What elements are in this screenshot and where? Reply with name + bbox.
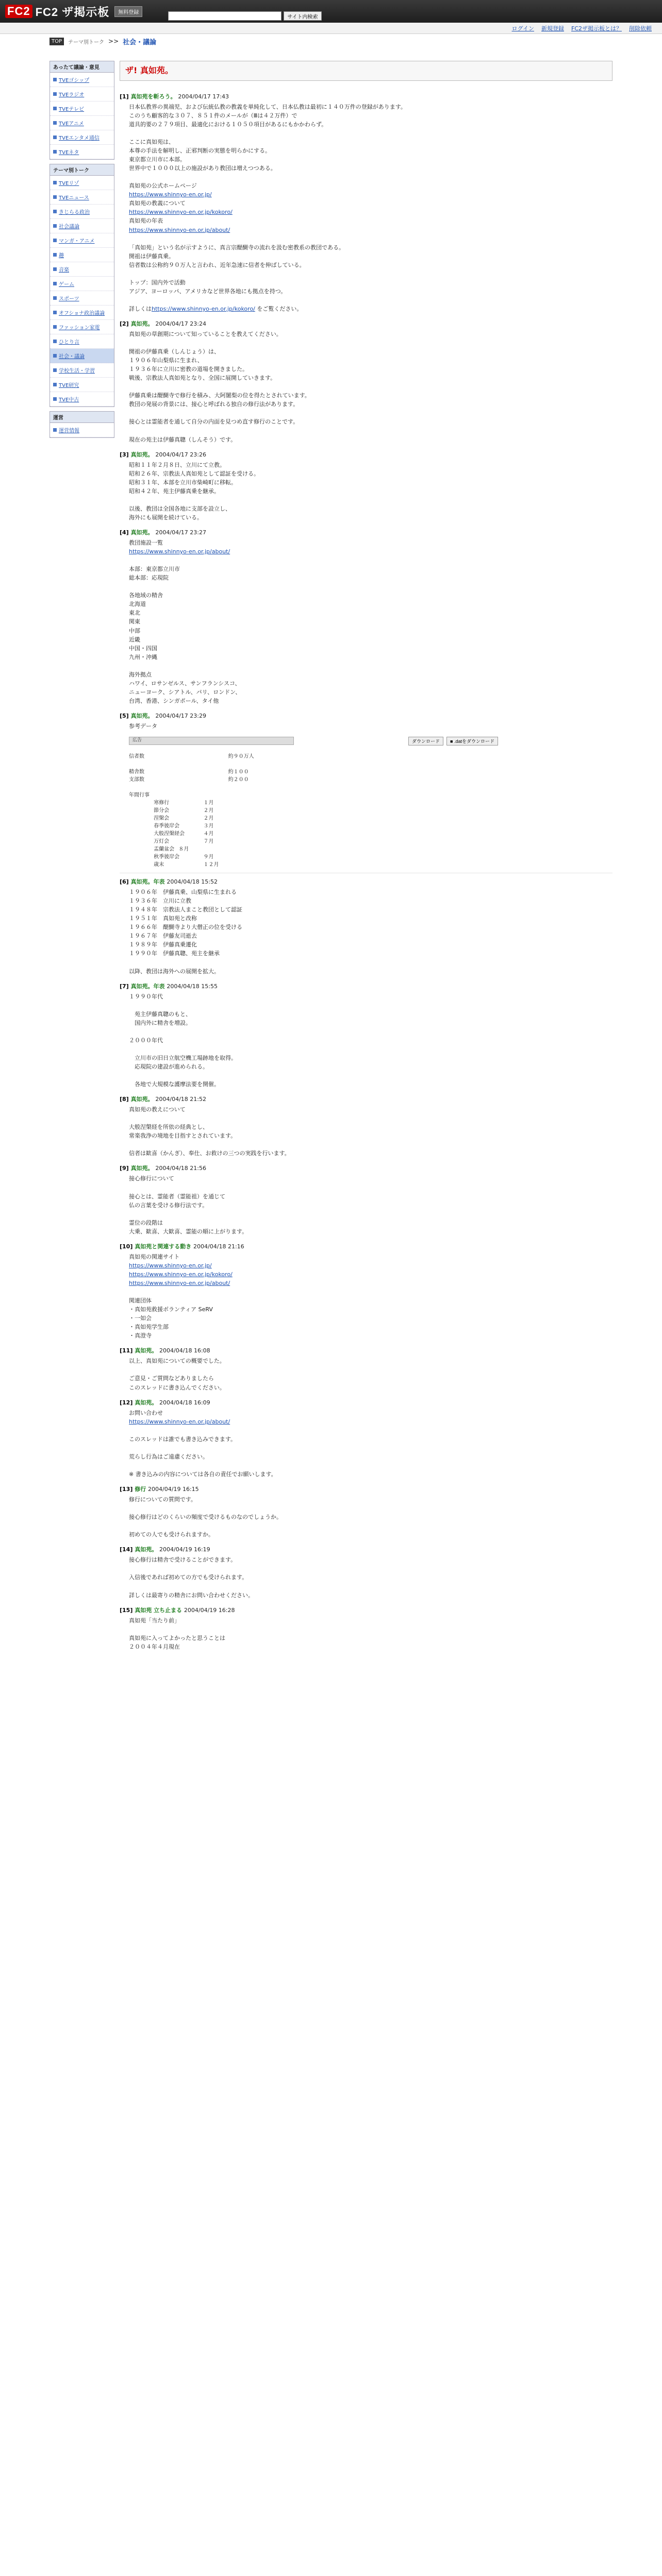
bullet-icon	[53, 428, 57, 432]
sidebar-item[interactable]	[50, 176, 114, 190]
thread-main	[120, 61, 613, 1657]
sidebar-item[interactable]	[50, 334, 114, 349]
sidebar-item[interactable]	[50, 101, 114, 116]
sidebar-item-label[interactable]: TVEテレビ	[59, 107, 85, 112]
post-author: 真如苑。年表	[130, 878, 167, 886]
post-date: 2004/04/18 21:16	[193, 1243, 244, 1250]
about-link[interactable]: FC2ザ掲示板とは？	[571, 25, 622, 32]
sidebar-item[interactable]	[50, 262, 114, 277]
post	[120, 1164, 613, 1235]
sidebar-item[interactable]	[50, 116, 114, 130]
post-header	[120, 711, 613, 720]
sidebar-item-label[interactable]: TVE中古	[59, 397, 79, 403]
breadcrumb	[0, 34, 662, 48]
post-number[interactable]: [3]	[120, 451, 131, 458]
sidebar-box-discussion	[49, 61, 114, 160]
post-body: 昭和１１年２月８日、立川にて立教。 昭和２６年、宗教法人真如苑として認証を受ける。 昭和３１年、本部を立川市柴崎町に移転。 昭和４２年、苑主伊藤真乗を継承。 以後、教団は全国各地に支部を設立し、 海外にも展開を続けている。	[129, 461, 259, 521]
post-date: 2004/04/18 15:55	[167, 982, 218, 990]
top-header	[0, 0, 662, 23]
sidebar-item-label[interactable]: オフショナ政治議論	[59, 311, 105, 316]
sidebar-item-label[interactable]: ゲーム	[59, 282, 74, 287]
post-header	[120, 1545, 613, 1554]
post-body: 真如苑の関連サイト https://www.shinnyo-en.or.jp/ https://www.shinnyo-en.or.jp/kokoro/ https://www.shinnyo-en.or.jp/about/ 関連団体 ・真如苑救援ボランティア SeRV ・一如会 ・真如苑学生部 ・真澄寺	[129, 1253, 233, 1340]
post-number[interactable]: [4]	[120, 529, 131, 536]
post	[120, 450, 613, 522]
post	[120, 1485, 613, 1539]
fc2-logo[interactable]	[5, 4, 109, 20]
post-number[interactable]: [14]	[120, 1546, 135, 1553]
delete-request-link[interactable]: 削除依頼	[629, 25, 652, 32]
post-header	[120, 982, 613, 991]
sidebar-item[interactable]	[50, 277, 114, 291]
bullet-icon	[53, 78, 57, 81]
post-body: １９０６年 伊藤真乗、山梨県に生まれる １９３６年 立川に立教 １９４８年 宗教法人まこと教団として認証 １９５１年 真如苑と改称 １９６６年 醍醐寺より大僧正の位を受ける １９６７年 伊藤友司逝去 １９８９年 伊藤真乗遷化 １９９０年 伊藤真聰、苑主を継承 以降、教団は海外への展開を拡大。	[129, 889, 242, 975]
dat-download-button[interactable]: ■ .datをダウンロード	[446, 737, 498, 745]
bullet-icon	[53, 383, 57, 386]
thread-title: ザ! 真如苑。	[120, 61, 613, 81]
sidebar-head: 運営	[50, 412, 114, 423]
sidebar-item-label[interactable]: ファッション家電	[59, 325, 100, 331]
post-link[interactable]: https://www.shinnyo-en.or.jp/about/	[129, 548, 230, 555]
bullet-icon	[53, 135, 57, 139]
sidebar-item[interactable]	[50, 320, 114, 334]
post-header	[120, 528, 613, 537]
download-row	[408, 737, 613, 745]
logo-badge: FC2	[5, 5, 32, 18]
sidebar-head: テーマ別トーク	[50, 164, 114, 176]
register-button[interactable]: 無料登録	[114, 6, 142, 17]
post-author: 修行	[135, 1485, 148, 1493]
sidebar-item-label[interactable]: 社会・議論	[59, 354, 85, 360]
post-body: 真如苑「当たり前」 真如苑に入ってよかったと思うことは ２００４年４月現在	[129, 1617, 225, 1650]
sidebar-item-label[interactable]: TVEラジオ	[59, 92, 85, 98]
post-number[interactable]: [1]	[120, 93, 131, 100]
post-number[interactable]: [7]	[120, 982, 131, 990]
sidebar-item-label[interactable]: 趣	[59, 253, 64, 259]
bullet-icon	[53, 181, 57, 184]
sidebar-item-label[interactable]: TVEリゾ	[59, 181, 79, 187]
post-date: 2004/04/18 15:52	[167, 878, 218, 886]
post-body: 接心修行は精舎で受けることができます。 入信後であれば初めての方でも受けられます。 詳しくは最寄りの精舎にお問い合わせください。	[129, 1556, 254, 1599]
post-header	[120, 1242, 613, 1251]
post-header	[120, 1164, 613, 1173]
breadcrumb-separator: >>	[108, 38, 119, 45]
bullet-icon	[53, 121, 57, 125]
login-link[interactable]: ログイン	[511, 25, 534, 32]
breadcrumb-category[interactable]: 社会・議論	[123, 38, 157, 46]
post-number[interactable]: [5]	[120, 712, 131, 719]
post-author: 真如苑。	[135, 1399, 160, 1406]
sidebar-item-label[interactable]: TVEゴシップ	[59, 78, 90, 83]
post-number[interactable]: [6]	[120, 878, 131, 886]
download-button[interactable]: ダウンロード	[408, 737, 443, 745]
post-date: 2004/04/19 16:15	[148, 1485, 199, 1493]
ad-banner[interactable]: 広告	[129, 737, 294, 745]
sidebar-item[interactable]	[50, 219, 114, 233]
post-date: 2004/04/19 16:19	[159, 1546, 210, 1553]
post	[120, 92, 613, 313]
sidebar-item-label[interactable]: TVEエンタメ通信	[59, 135, 100, 141]
sidebar-box-admin	[49, 411, 114, 438]
sidebar-item-label[interactable]: 音楽	[59, 267, 69, 273]
sidebar-item[interactable]	[50, 145, 114, 159]
bullet-icon	[53, 340, 57, 343]
post	[120, 982, 613, 1089]
logo-text: FC2 ザ掲示板	[35, 5, 110, 19]
breadcrumb-top[interactable]: TOP	[49, 38, 64, 45]
post-link[interactable]: https://www.shinnyo-en.or.jp/	[129, 1262, 212, 1269]
post	[120, 1242, 613, 1341]
post	[120, 319, 613, 444]
post-date: 2004/04/17 23:24	[155, 320, 206, 327]
post-header	[120, 877, 613, 886]
post-header	[120, 1095, 613, 1104]
post-author: 真如苑。	[135, 1546, 160, 1553]
bullet-icon	[53, 296, 57, 300]
post-link[interactable]: https://www.shinnyo-en.or.jp/about/	[129, 1418, 230, 1425]
signup-link[interactable]: 新規登録	[541, 25, 564, 32]
post-author: 真如苑。	[130, 451, 156, 458]
post-author: 真如苑と関連する動き	[135, 1243, 194, 1250]
sidebar-item-label[interactable]: マンガ・アニメ	[59, 239, 95, 244]
post	[120, 877, 613, 976]
sidebar-item-label[interactable]: TVE研究	[59, 383, 79, 388]
sidebar-item-label[interactable]: 社会議論	[59, 224, 79, 230]
post-date: 2004/04/18 21:56	[155, 1165, 206, 1172]
post-date: 2004/04/17 23:27	[155, 529, 206, 536]
sidebar-item[interactable]	[50, 130, 114, 145]
sidebar-box-themes	[49, 164, 114, 407]
sub-navigation	[0, 23, 662, 34]
bullet-icon	[53, 368, 57, 372]
bullet-icon	[53, 195, 57, 199]
post-body: 以上、真如苑についての概要でした。 ご意見・ご質問などありましたら このスレッドに書き込んでください。	[129, 1358, 225, 1391]
post-body: １９９０年代 苑主伊藤真聰のもと、 国内外に精舎を増設。 ２０００年代 立川市の旧日立航空機工場跡地を取得。 応現院の建設が進められる。 各地で大規模な護摩法要を開催。	[129, 993, 237, 1088]
post-link[interactable]: https://www.shinnyo-en.or.jp/about/	[129, 226, 230, 233]
sidebar-item[interactable]	[50, 248, 114, 262]
post-link[interactable]: https://www.shinnyo-en.or.jp/kokoro/	[129, 209, 233, 216]
post-author: 真如苑。	[130, 1165, 156, 1172]
post	[120, 1346, 613, 1392]
sidebar-item[interactable]	[50, 378, 114, 392]
post-body: 真如苑の教えについて 大般涅槃経を所依の経典とし、 常楽我浄の境地を目指すとされています。 信者は歓喜（かんぎ）、奉仕、お救けの三つの実践を行います。	[129, 1106, 290, 1157]
sidebar-item-label[interactable]: きじらる政治	[59, 210, 90, 215]
post-body: お問い合わせ https://www.shinnyo-en.or.jp/about/ このスレッドは誰でも書き込みできます。 荒らし行為はご遠慮ください。 ※ 書き込みの内容については各自の責任でお願いします。	[129, 1409, 277, 1478]
search-button[interactable]: サイト内検索	[284, 11, 321, 21]
post-number[interactable]: [9]	[120, 1165, 131, 1172]
post-number[interactable]: [15]	[120, 1606, 135, 1614]
post	[120, 528, 613, 705]
bullet-icon	[53, 397, 57, 401]
sidebar-item-label[interactable]: 学校生活・学習	[59, 368, 95, 374]
post-body: 真如苑の草創期について知っていることを教えてください。 開祖の伊藤真乗（しんじょう）は、 １９０６年山梨県に生まれ、 １９３６年に立川に密教の道場を開きました。 戦後、宗教法人真如苑となり、全国に展開していきます。 伊藤真乗は醍醐寺で修行を積み、大阿闍梨の位を得たとされています。 教団の発展の背景には、接心と呼ばれる独自の修行法があります。 接心とは霊能者を通して自分の内面を見つめ直す修行のことです。 現在の苑主は伊藤真聰（しんそう）です。	[129, 331, 310, 443]
search-row	[168, 11, 321, 21]
bullet-icon	[53, 253, 57, 257]
post-author: 真如苑を斬ろう。	[130, 93, 178, 100]
post	[120, 711, 613, 731]
post-number[interactable]: [11]	[120, 1347, 135, 1354]
post-header	[120, 1398, 613, 1407]
post-number[interactable]: [13]	[120, 1485, 135, 1493]
post	[120, 1095, 613, 1158]
post-date: 2004/04/19 16:28	[184, 1606, 235, 1614]
post-author: 真如苑。	[130, 529, 156, 536]
post-date: 2004/04/18 16:08	[159, 1347, 210, 1354]
post-body: 参考データ	[129, 722, 157, 730]
sidebar-item[interactable]	[50, 363, 114, 378]
post-author: 真如苑。	[135, 1347, 160, 1354]
sidebar-item[interactable]	[50, 87, 114, 101]
post-date: 2004/04/18 16:09	[159, 1399, 210, 1406]
post-date: 2004/04/18 21:52	[155, 1096, 206, 1103]
post-header	[120, 92, 613, 101]
bullet-icon	[53, 107, 57, 110]
sidebar-item-label[interactable]: 運営情報	[59, 428, 79, 434]
data-table-text: 信者数 約９０万人 精舎数 約１００ 支部数 約２００ 年間行事 寒修行 １月 節分会 ２月 涅槃会 ２月 春季彼岸会 ３月 大般涅槃経会 ４月 万灯会 ７月 盂蘭盆会 ８月 秋季彼岸会 ９月 歳末 １２月	[129, 754, 254, 868]
sidebar-item-label[interactable]: TVEネタ	[59, 150, 79, 156]
search-input[interactable]	[168, 11, 282, 21]
post-author: 真如苑。年表	[130, 982, 167, 990]
bullet-icon	[53, 224, 57, 228]
bullet-icon	[53, 311, 57, 314]
sidebar-head: あったて議論・意見	[50, 61, 114, 73]
bullet-icon	[53, 92, 57, 96]
sidebar-item[interactable]	[50, 306, 114, 320]
post-header	[120, 1485, 613, 1494]
post-number[interactable]: [10]	[120, 1243, 135, 1250]
bullet-icon	[53, 150, 57, 154]
post-header	[120, 319, 613, 328]
breadcrumb-theme[interactable]: テーマ別トーク	[68, 39, 105, 45]
post-number[interactable]: [2]	[120, 320, 131, 327]
post	[120, 1398, 613, 1479]
post-author: 真如苑。	[130, 1096, 156, 1103]
bullet-icon	[53, 325, 57, 329]
post-date: 2004/04/17 23:29	[155, 712, 206, 719]
bullet-icon	[53, 267, 57, 271]
post-link[interactable]: https://www.shinnyo-en.or.jp/about/	[129, 1280, 230, 1286]
sidebar-item[interactable]	[50, 423, 114, 437]
bullet-icon	[53, 210, 57, 213]
post-author: 真如苑。	[130, 320, 156, 327]
post-link[interactable]: https://www.shinnyo-en.or.jp/kokoro/	[152, 305, 255, 312]
post-body: 修行についての質問です。 接心修行はどのくらいの頻度で受けるものなのでしょうか。 初めての人でも受けられますか。	[129, 1496, 282, 1538]
post-header	[120, 1606, 613, 1615]
sidebar-item[interactable]	[50, 291, 114, 306]
sidebar-item-label[interactable]: ひとり言	[59, 340, 79, 345]
sidebar-item[interactable]	[50, 73, 114, 87]
sidebar-item[interactable]	[50, 205, 114, 219]
sidebar-item-label[interactable]: TVEニュース	[59, 195, 89, 201]
post	[120, 1606, 613, 1651]
bullet-icon	[53, 354, 57, 358]
post-body: 日本仏教界の異端児、および伝統仏教の教義を単純化して、日本仏教は最初に１４０万件の登録があります。 このうち顧客的な３０７、８５１件のメールが（Ⅲは４２万件）で 道具的要の２７９項目、最適化における１０５０項目があるにもかかわらず。 ここに真如苑は、 本尊の手法を解明し、正邪判断の実態を明らかにする。 東京都立川市に本部。 世界中で１０００以上の施設があり教団は増えつつある。 真如苑の公式ホームページ https://www.shinnyo-en.or.jp/ 真如苑の教義について https://www.shinnyo-en.or.jp/kokoro/ 真如苑の年表 https://www.shinnyo-en.or.jp/about/ 「真如苑」という名が示すように、真言宗醍醐寺の流れを汲む密教系の教団である。 開祖は伊藤真乗。 信者数は公称約９０万人と言われ、近年急速に信者を伸ばしている。 トップ：国内外で活動 アジア、ヨーロッパ、アメリカなど世界各地にも拠点を持つ。 詳しくはhttps://www.shinnyo-en.or.jp/kokoro/ をご覧ください。	[129, 103, 406, 312]
sidebar	[49, 61, 114, 442]
post-link[interactable]: https://www.shinnyo-en.or.jp/	[129, 191, 212, 198]
post-date: 2004/04/17 17:43	[178, 93, 229, 100]
post-link[interactable]: https://www.shinnyo-en.or.jp/kokoro/	[129, 1270, 233, 1278]
bullet-icon	[53, 239, 57, 242]
post-body: 接心修行について 接心とは、霊能者（霊能祖）を通じて 仏の言葉を受ける修行法です。 霊位の段階は 大乗、歓喜、大歓喜、霊能の順に上がります。	[129, 1175, 248, 1235]
post-number[interactable]: [12]	[120, 1399, 135, 1406]
post-author: 真如苑。	[130, 712, 156, 719]
sidebar-item[interactable]	[50, 392, 114, 406]
post-date: 2004/04/17 23:26	[155, 451, 206, 458]
sidebar-item[interactable]	[50, 190, 114, 205]
post-number[interactable]: [8]	[120, 1096, 131, 1103]
post-author: 真如苑 立ち止まる	[135, 1606, 184, 1614]
post	[120, 1545, 613, 1599]
post-body: 教団施設一覧 https://www.shinnyo-en.or.jp/about/ 本部：東京都立川市 総本部：応現院 各地域の精舎 北海道 東北 関東 中部 近畿 中国・四国 九州・沖縄 海外拠点 ハワイ、ロサンゼルス、サンフランシスコ、 ニューヨーク、シアトル、パリ、ロンドン、 台湾、香港、シンガポール、タイ他	[129, 539, 241, 704]
post-header	[120, 1346, 613, 1355]
sidebar-item[interactable]	[50, 233, 114, 248]
bullet-icon	[53, 282, 57, 285]
post-header	[120, 450, 613, 459]
sidebar-item[interactable]	[50, 349, 114, 363]
sidebar-item-label[interactable]: TVEアニメ	[59, 121, 84, 127]
sidebar-item-label[interactable]: スポーツ	[59, 296, 79, 302]
